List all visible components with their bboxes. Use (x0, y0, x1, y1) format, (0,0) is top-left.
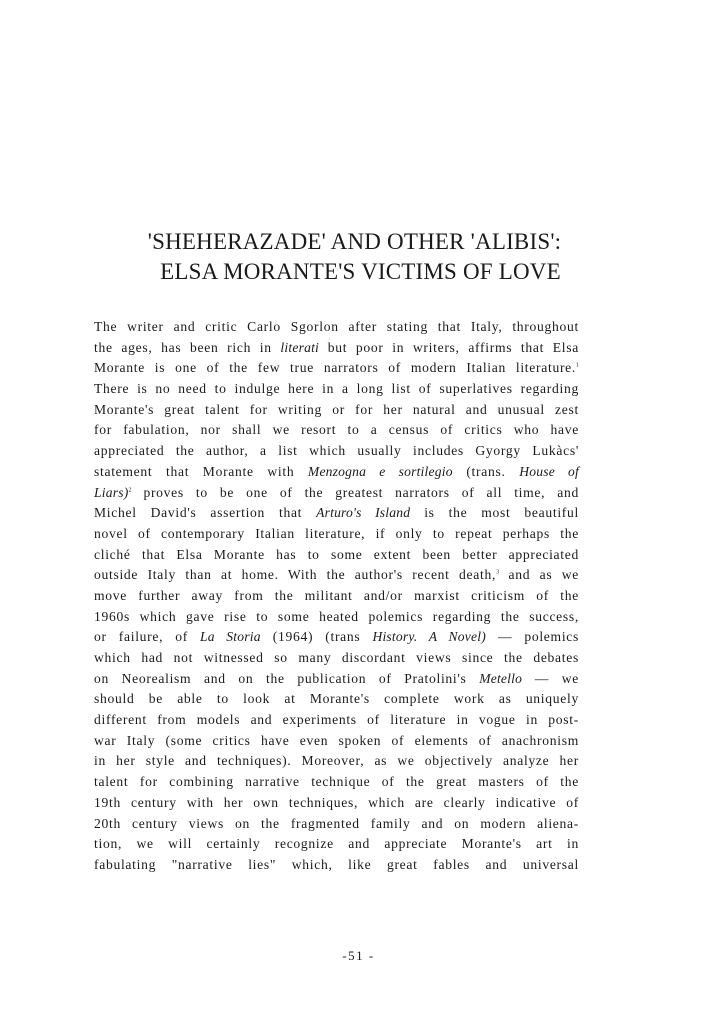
body-line: The writer and critic Carlo Sgorlon after stating that Italy, throughout (94, 319, 579, 334)
body-line: There is no need to indulge here in a long list of superlatives regarding (94, 381, 579, 397)
body-line: talent for combining narrative technique of the great masters of the (94, 774, 579, 790)
body-line: in her style and techniques). Moreover, as we objectively analyze her (94, 753, 579, 769)
article-title-line-1: 'SHEHERAZADE' AND OTHER 'ALIBIS': (147, 229, 562, 254)
body-line: fabulating "narrative lies" which, like great fables and universal (94, 856, 579, 872)
body-line: outside Italy than at home. With the author's recent death,$^3$ and as we (94, 567, 579, 583)
footnote-marker: 1 (576, 362, 579, 369)
italic-title: House of (519, 463, 580, 479)
article-body (94, 317, 579, 876)
italic-title: Metello (479, 670, 523, 686)
article-title-line-2: ELSA MORANTE'S VICTIMS OF LOVE (160, 259, 561, 284)
body-line: appreciated the author, a list which usually includes Gyorgy Lukàcs' (94, 443, 579, 459)
body-line: or failure, of La Storia (1964) (trans History. A Novel) — polemics (94, 629, 580, 645)
body-line: Liars)$^2$ proves to be one of the greatest narrators of all time, and (94, 484, 579, 500)
body-line: the ages, has been rich in literati but poor in writers, affirms that Elsa (94, 339, 579, 355)
body-line: for fabulation, nor shall we resort to a census of critics who have (94, 422, 579, 438)
italic-title: History. A Novel) (372, 629, 486, 645)
body-line: war Italy (some critics have even spoken of elements of anachronism (94, 732, 579, 748)
body-line: 1960s which gave rise to some heated polemics regarding the success, (94, 608, 579, 624)
body-line: on Neorealism and on the publication of Pratolini's Metello — we (94, 670, 579, 686)
body-line: novel of contemporary Italian literature, if only to repeat perhaps the (94, 525, 579, 541)
italic-title: Arturo's Island (316, 505, 411, 521)
body-line: 20th century views on the fragmented family and on modern aliena- (94, 815, 579, 831)
body-line: Michel David's assertion that Arturo's Island is the most beautiful (94, 505, 580, 521)
body-line: cliché that Elsa Morante has to some extent been better appreciated (94, 546, 579, 562)
body-line: different from models and experiments of literature in vogue in post- (94, 712, 579, 728)
body-line: statement that Morante with Menzogna e sortilegio (trans. House of (94, 463, 580, 479)
body-line: which had not witnessed so many discordant views since the debates (94, 650, 579, 665)
footnote-marker: 3 (496, 569, 500, 576)
body-line: tion, we will certainly recognize and appreciate Morante's art in (94, 836, 579, 852)
italic-term: literati (280, 339, 320, 355)
italic-title: Menzogna e sortilegio (307, 463, 453, 479)
body-line: 19th century with her own techniques, which are clearly indicative of (94, 794, 579, 810)
page-number: -51 - (342, 948, 375, 963)
body-line: should be able to look at Morante's complete work as uniquely (94, 691, 579, 707)
body-line: move further away from the militant and/or marxist criticism of the (94, 587, 579, 603)
footnote-marker: 2 (128, 486, 132, 493)
italic-title: La Storia (200, 629, 261, 645)
body-line: Morante is one of the few true narrators of modern Italian literature.$^1$ (94, 360, 579, 376)
body-line: Morante's great talent for writing or for her natural and unusual zest (94, 401, 579, 417)
italic-title: Liars) (94, 484, 129, 500)
